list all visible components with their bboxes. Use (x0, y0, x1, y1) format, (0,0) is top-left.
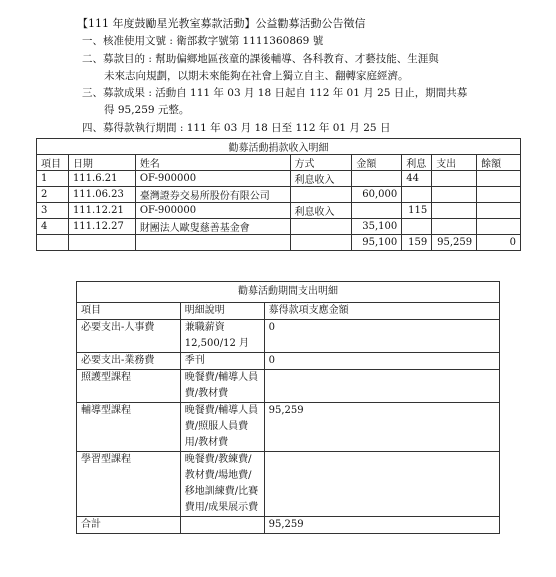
table-cell: 111.06.23 (68, 187, 135, 203)
table-cell: 159 (402, 235, 432, 251)
table-cell (477, 219, 521, 235)
income-header-cell: 日期 (68, 155, 135, 171)
announcement-title: 【111 年度鼓勵星光教室募款活動】公益勸募活動公告徵信 (77, 17, 366, 30)
table-cell: 1 (37, 171, 69, 187)
table-row (77, 452, 500, 517)
table-cell: 輔導型課程 (77, 403, 181, 452)
result-line: 三、募款成果 : 活動自 111 年 03 月 18 日起自 112 年 01 月 25 日止，期間共募 (82, 87, 468, 99)
table-cell (432, 219, 477, 235)
table-cell (290, 235, 352, 251)
table-row (77, 320, 500, 353)
table-cell: 111.6.21 (68, 171, 135, 187)
income-header-cell: 餘額 (477, 155, 521, 171)
table-cell: 35,100 (352, 219, 402, 235)
table-cell (264, 370, 499, 403)
table-cell (68, 235, 135, 251)
table-cell (352, 171, 402, 187)
table-cell: 3 (37, 203, 69, 219)
period-line: 四、募得款執行期間 : 111 年 03 月 18 日至 112 年 01 月 25 日 (82, 122, 391, 134)
table-cell (135, 235, 290, 251)
income-table (36, 138, 521, 251)
table-cell (432, 203, 477, 219)
table-cell (264, 452, 499, 517)
table-cell: 學習型課程 (77, 452, 181, 517)
expense-header-cell: 明細說明 (180, 303, 264, 320)
table-cell (37, 235, 69, 251)
income-totals-row (37, 235, 521, 251)
table-cell (180, 517, 264, 534)
purpose-line: 二、募款目的 : 幫助偏鄉地區孩童的課後輔導、各科教育、才藝技能、生涯與 (82, 53, 439, 65)
table-cell: 111.12.27 (68, 219, 135, 235)
table-cell: 0 (264, 353, 499, 370)
table-row (37, 171, 521, 187)
income-header-cell: 金額 (352, 155, 402, 171)
table-cell: 111.12.21 (68, 203, 135, 219)
table-cell (432, 187, 477, 203)
table-cell: OF-900000 (135, 171, 290, 187)
income-header-cell: 方式 (290, 155, 352, 171)
expense-header-cell: 募得款項支應金額 (264, 303, 499, 320)
table-cell (290, 219, 352, 235)
income-header-cell: 姓名 (135, 155, 290, 171)
table-cell (477, 171, 521, 187)
table-cell: 財團法人歐叟慈善基金會 (135, 219, 290, 235)
income-header-row (37, 155, 521, 171)
table-cell: 60,000 (352, 187, 402, 203)
table-cell: 晚餐費/輔導人員費/照服人員費用/教材費 (180, 403, 264, 452)
table-cell: 必要支出-業務費 (77, 353, 181, 370)
table-cell (402, 219, 432, 235)
expense-table-caption: 勸募活動期間支出明細 (77, 282, 500, 303)
income-header-cell: 利息 (402, 155, 432, 171)
table-cell: 115 (402, 203, 432, 219)
table-cell: 95,259 (432, 235, 477, 251)
table-cell: 臺灣證券交易所股份有限公司 (135, 187, 290, 203)
expense-header-cell: 項目 (77, 303, 181, 320)
income-table-caption: 勸募活動捐款收入明細 (37, 139, 521, 155)
table-cell: 44 (402, 171, 432, 187)
table-cell (477, 187, 521, 203)
table-cell (477, 203, 521, 219)
table-cell: 兼職薪資 12,500/12 月 (180, 320, 264, 353)
table-cell: 必要支出-人事費 (77, 320, 181, 353)
table-cell: OF-900000 (135, 203, 290, 219)
table-cell: 利息收入 (290, 171, 352, 187)
table-cell: 95,259 (264, 517, 499, 534)
table-cell (402, 187, 432, 203)
table-row (37, 187, 521, 203)
table-cell (290, 187, 352, 203)
table-cell: 95,100 (352, 235, 402, 251)
expense-table (76, 281, 500, 534)
table-cell: 2 (37, 187, 69, 203)
table-row (77, 370, 500, 403)
table-cell: 4 (37, 219, 69, 235)
table-cell: 合計 (77, 517, 181, 534)
table-row (77, 353, 500, 370)
approval-number-line: 一、核准使用文號 : 衛部救字號第 1111360869 號 (82, 35, 324, 47)
income-header-cell: 支出 (432, 155, 477, 171)
table-cell (352, 203, 402, 219)
table-cell (432, 171, 477, 187)
expense-total-row (77, 517, 500, 534)
table-cell: 照護型課程 (77, 370, 181, 403)
purpose-line-cont: 未來志向規劃，以期未來能夠在社會上獨立自主、翻轉家庭經濟。 (104, 70, 409, 82)
result-line-cont: 得 95,259 元整。 (104, 104, 190, 116)
table-cell: 0 (264, 320, 499, 353)
table-cell: 0 (477, 235, 521, 251)
table-row (77, 403, 500, 452)
table-cell: 晚餐費/輔導人員費/教材費 (180, 370, 264, 403)
expense-header-row (77, 303, 500, 320)
table-row (37, 203, 521, 219)
income-header-cell: 項目 (37, 155, 69, 171)
table-cell: 利息收入 (290, 203, 352, 219)
table-cell: 95,259 (264, 403, 499, 452)
table-row (37, 219, 521, 235)
table-cell: 季刊 (180, 353, 264, 370)
table-cell: 晚餐費/教練費/教材費/場地費/移地訓練費/比賽費用/成果展示費 (180, 452, 264, 517)
